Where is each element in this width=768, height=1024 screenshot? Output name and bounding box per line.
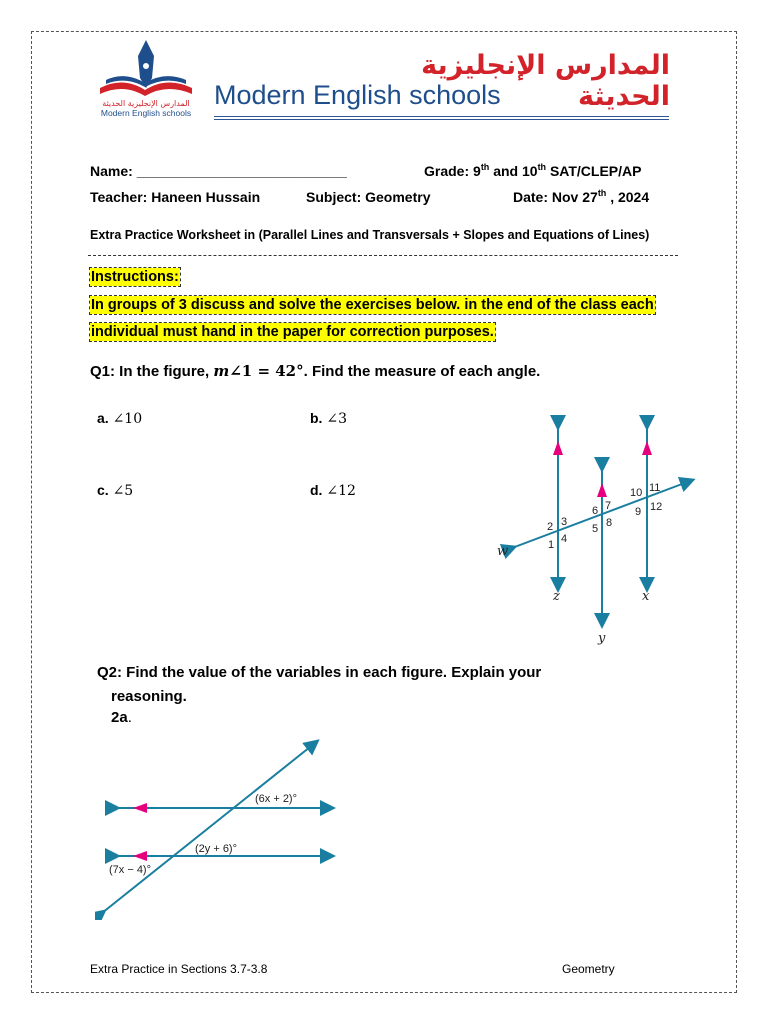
q2-prompt-line-1: Q2: Find the value of the variables in each figure. Explain your [97, 664, 542, 681]
item-angle: ∠3 [326, 411, 347, 427]
q2-prompt-line-2: reasoning. [111, 688, 187, 705]
q1-item-a [97, 410, 142, 427]
worksheet-title: Extra Practice Worksheet in (Parallel Lines and Transversals + Slopes and Equations of Lines) [90, 228, 650, 242]
instructions-line-1: In groups of 3 discuss and solve the exercises below. in the end of the class each [91, 297, 654, 313]
header-rule-2 [214, 119, 669, 120]
logo-text-ar: المدارس الإنجليزية الحديثة [102, 99, 190, 108]
angle-label-4: 4 [561, 533, 568, 545]
instructions-title: Instructions: [91, 269, 179, 285]
footer-right: Geometry [562, 962, 615, 976]
q1-item-b [310, 410, 347, 427]
angle-label-10: 10 [630, 487, 643, 499]
item-angle: ∠5 [112, 483, 134, 499]
angle-label-9: 9 [635, 506, 642, 518]
q1-math-m: m [213, 362, 230, 380]
parallel-arrow-marker [642, 441, 652, 455]
line-label-x: x [642, 589, 650, 604]
item-letter: b. [310, 410, 323, 426]
angle-label-7: 7 [605, 500, 612, 512]
angle-label-7x-minus-4: (7x − 4)° [109, 864, 151, 876]
angle-label-8: 8 [606, 517, 613, 529]
subject: Subject: Geometry [306, 189, 431, 205]
instructions-line-2: individual must hand in the paper for correction purposes. [91, 324, 494, 340]
q2-part-a [111, 709, 132, 726]
logo-text-en: Modern English schools [100, 108, 192, 118]
q1-suffix: . Find the measure of each angle. [303, 363, 541, 380]
q1-item-c [97, 482, 133, 499]
teacher-name: Teacher: Haneen Hussain [90, 189, 261, 205]
q1-item-d [310, 482, 356, 499]
grade-9: 9 [473, 163, 481, 179]
grade-sup-1: th [480, 162, 490, 172]
date-label: Date: Nov 27 [513, 189, 598, 205]
q1-math-angle: ∠1 = 42° [229, 362, 304, 380]
angle-label-6: 6 [592, 505, 599, 517]
q1-transversal-figure [490, 415, 700, 650]
line-label-w: w [497, 544, 509, 559]
angle-label-3: 3 [561, 516, 568, 528]
date-field [513, 189, 649, 205]
date-year: , 2024 [606, 189, 650, 205]
q2a-figure [95, 735, 345, 920]
grade-and: and 10 [489, 163, 538, 179]
name-field [90, 163, 347, 179]
parallel-arrow-marker [133, 803, 147, 813]
school-logo [90, 38, 202, 124]
item-letter: d. [310, 482, 323, 498]
name-blank: ___________________________ [136, 163, 347, 179]
q1-prefix: Q1: In the figure, [90, 363, 214, 380]
date-sup: th [597, 188, 607, 198]
divider [88, 255, 678, 256]
footer-left: Extra Practice in Sections 3.7-3.8 [90, 962, 268, 976]
angle-label-12: 12 [650, 501, 663, 513]
q2-part-label: 2a [111, 709, 128, 726]
angle-label-11: 11 [649, 482, 661, 494]
grade-rest: SAT/CLEP/AP [546, 163, 642, 179]
school-name-english: Modern English schools [214, 80, 501, 110]
angle-label-2: 2 [547, 521, 554, 533]
angle-label-5: 5 [592, 523, 599, 535]
q2-part-dot: . [127, 709, 132, 726]
angle-label-6x-plus-2: (6x + 2)° [255, 793, 297, 805]
transversal-line [102, 743, 315, 913]
item-angle: ∠10 [112, 411, 143, 427]
parallel-arrow-marker [597, 483, 607, 497]
q1-prompt [90, 362, 540, 380]
item-angle: ∠12 [326, 483, 356, 499]
item-letter: c. [97, 482, 109, 498]
parallel-arrow-marker [133, 851, 147, 861]
angle-label-1: 1 [548, 539, 555, 551]
name-label: Name: [90, 163, 133, 179]
angle-label-2y-plus-6: (2y + 6)° [195, 843, 237, 855]
line-label-z: z [553, 589, 560, 604]
item-letter: a. [97, 410, 109, 426]
line-label-y: y [598, 631, 606, 646]
header-rule [214, 116, 669, 117]
grade-label: Grade: [424, 163, 470, 179]
grade-sup-2: th [537, 162, 547, 172]
grade-field [424, 163, 641, 179]
parallel-arrow-marker [553, 441, 563, 455]
school-name-arabic: المدارس الإنجليزية الحديثة [421, 50, 670, 112]
